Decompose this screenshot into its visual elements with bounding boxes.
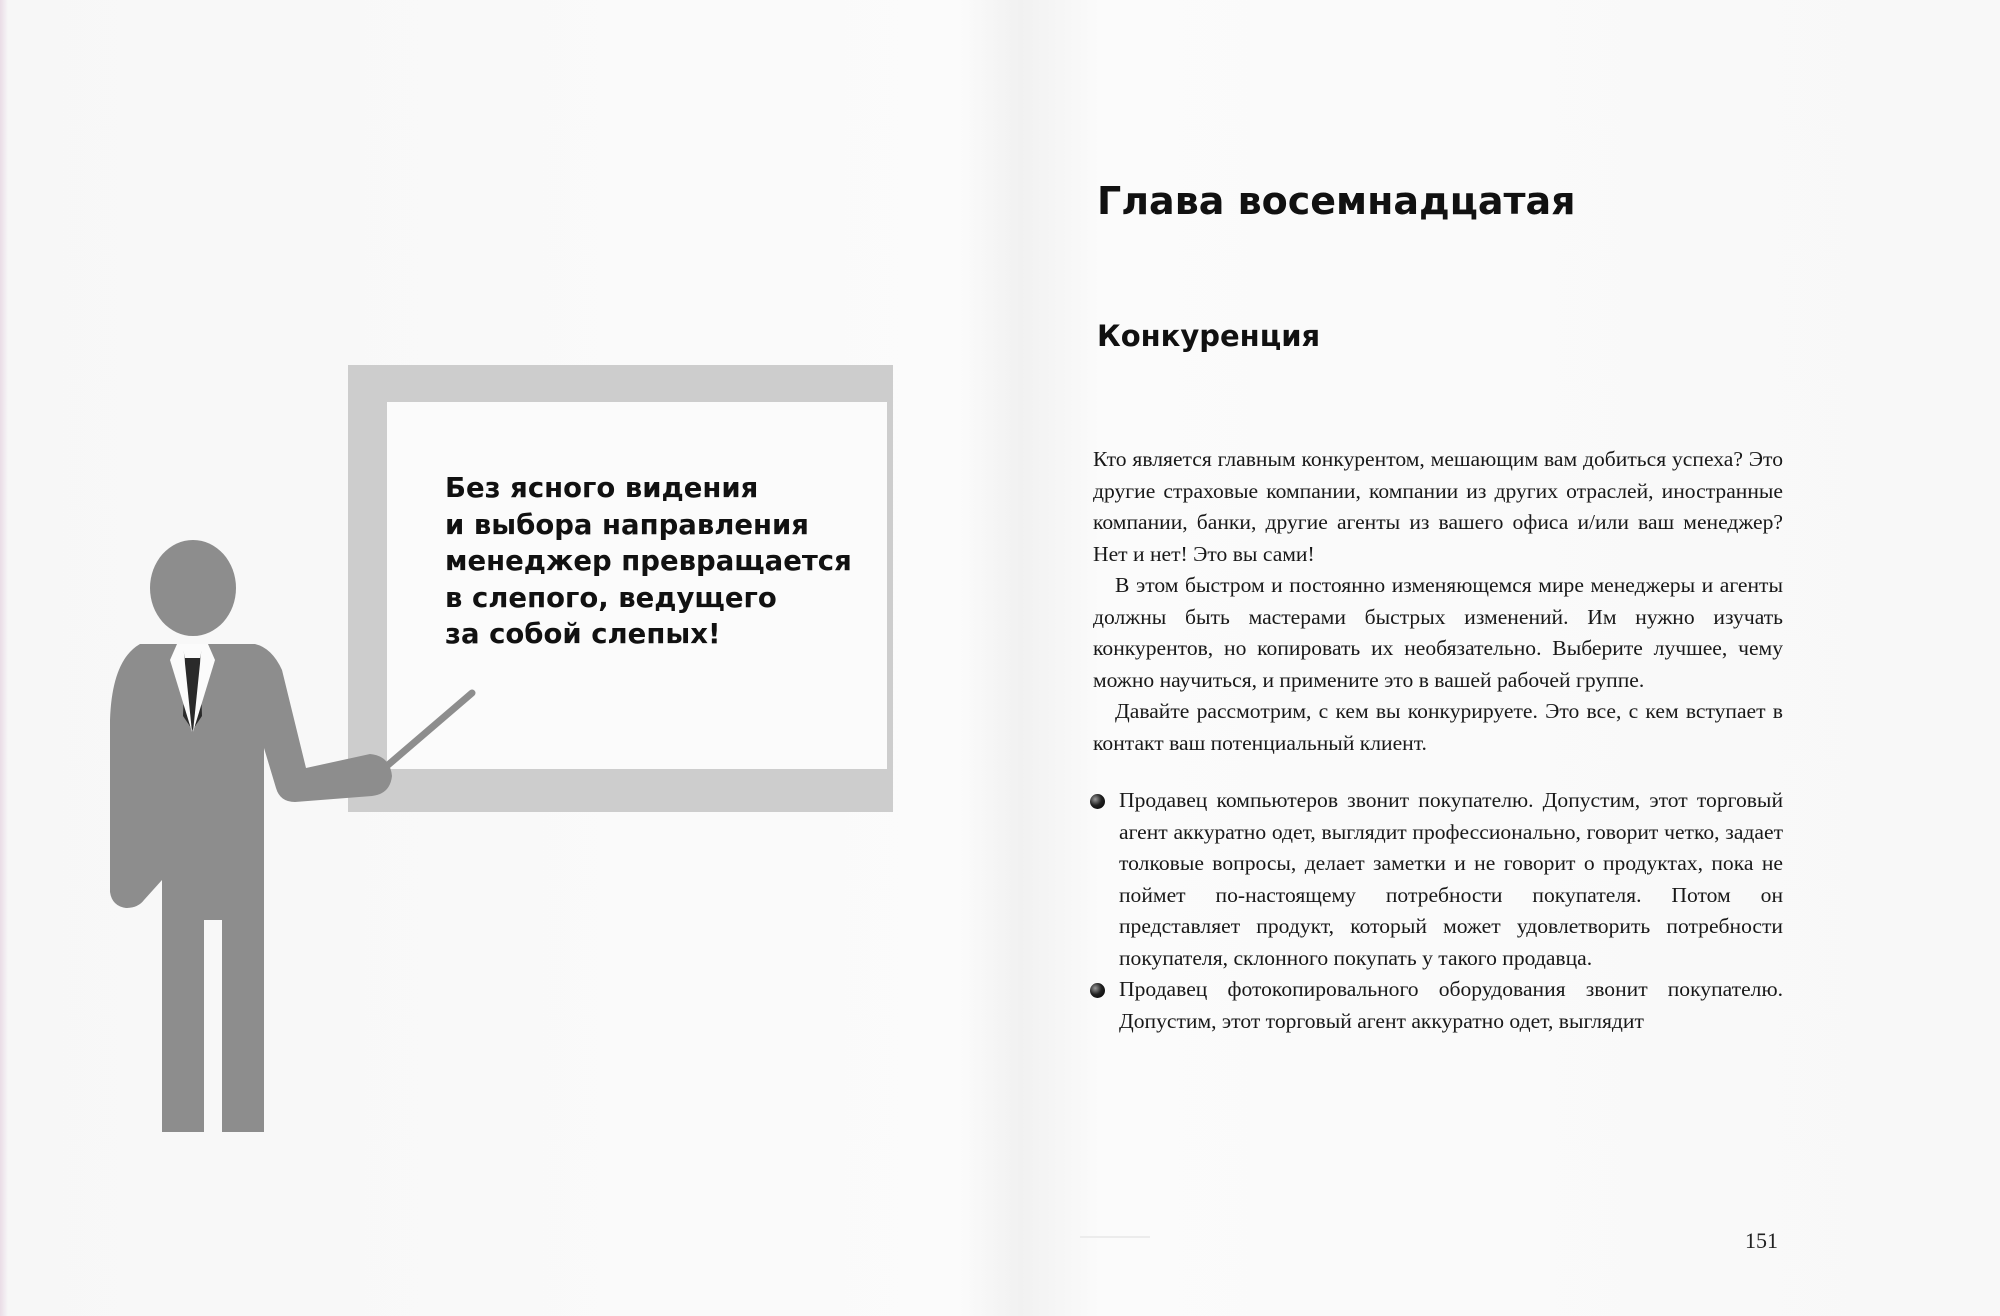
quote-line: Без ясного видения bbox=[445, 472, 759, 504]
bullet-text: Продавец фотокопировального оборудования звонит покупателю. Допустим, этот торговый агент аккуратно одет, выглядит bbox=[1119, 977, 1783, 1033]
quote-line: за собой слепых! bbox=[445, 618, 721, 650]
paragraph: В этом быстром и постоянно изменяющемся мире менеджеры и агенты должны быть мастерами быстрых изменений. Им нужно изучать конкурентов, но копировать их необязательно. Выберите лучшее, чему можно научиться, и примените это в вашей рабочей группе. bbox=[1093, 573, 1783, 692]
list-item bbox=[1093, 974, 1783, 1037]
chapter-title: Глава восемнадцатая bbox=[1097, 179, 1576, 223]
body-text bbox=[1093, 444, 1783, 1037]
footer-rule bbox=[1080, 1236, 1150, 1238]
shirt-collar bbox=[182, 644, 203, 658]
bullet-disc-icon bbox=[1090, 983, 1105, 998]
list-item bbox=[1093, 785, 1783, 974]
page-edge bbox=[0, 0, 8, 1316]
board-quote bbox=[445, 470, 865, 653]
quote-line: менеджер превращается bbox=[445, 545, 852, 577]
bullet-disc-icon bbox=[1090, 794, 1105, 809]
quote-line: в слепого, ведущего bbox=[445, 581, 777, 614]
page-number: 151 bbox=[1745, 1228, 1778, 1253]
bullet-text: Продавец компьютеров звонит покупателю. Допустим, этот торговый агент аккуратно одет, выглядит профессионально, говорит четко, задает толковые вопросы, делает заметки и не говорит о продуктах, пока не поймет по-настоящему потребности покупателя. Потом он представляет продукт, который может удовлетворить потребности покупателя, склонного покупать у такого продавца. bbox=[1119, 788, 1783, 970]
figure-head bbox=[150, 540, 236, 636]
quote-line: и выбора направления bbox=[445, 508, 809, 541]
bullet-list bbox=[1093, 785, 1783, 1037]
paragraph: Кто является главным конкурентом, мешающим вам добиться успеха? Это другие страховые компании, компании из других отраслей, иностранные компании, банки, другие агенты из вашего офиса и/или ваш менеджер? Нет и нет! Это вы сами! bbox=[1093, 447, 1783, 566]
section-title: Конкуренция bbox=[1097, 319, 1321, 353]
paragraph: Давайте рассмотрим, с кем вы конкурируете. Это все, с кем вступает в контакт ваш потенциальный клиент. bbox=[1093, 699, 1783, 755]
